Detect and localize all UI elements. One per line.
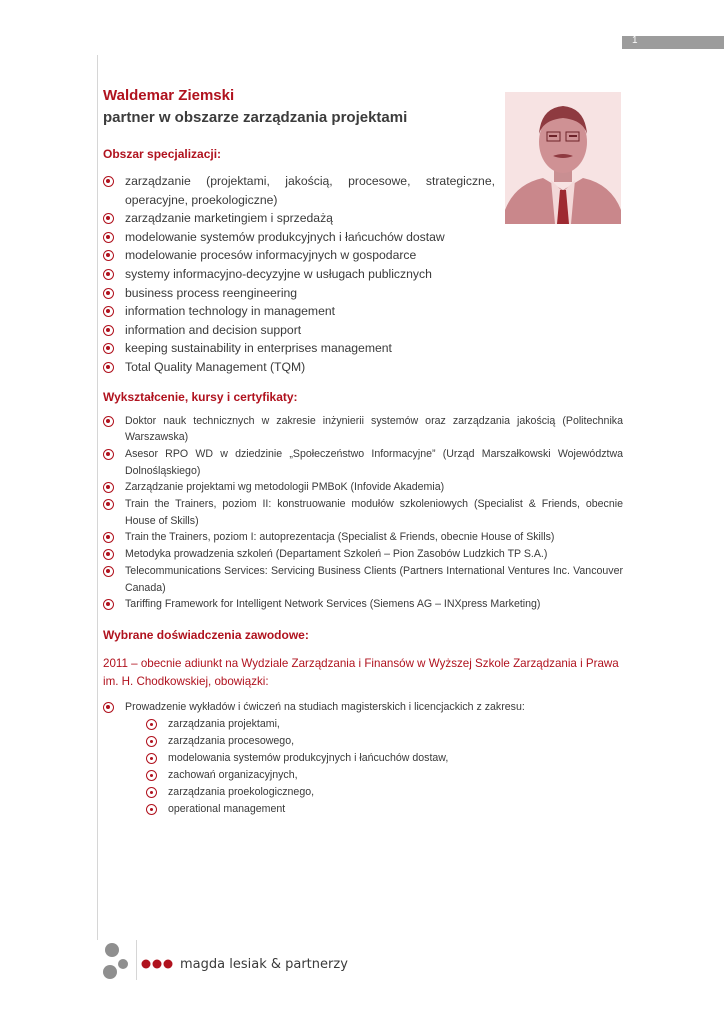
circled-dot-icon — [103, 362, 114, 373]
person-name: Waldemar Ziemski — [103, 87, 235, 104]
list-item: Total Quality Management (TQM) — [103, 358, 495, 377]
list-item: Doktor nauk technicznych w zakresie inżynierii systemów oraz zarządzania jakością (Politechnika Warszawska) — [103, 413, 623, 446]
page-number-bar — [622, 36, 724, 49]
circled-dot-icon — [103, 566, 114, 577]
duty-sublist — [125, 716, 623, 818]
circled-dot-icon — [103, 702, 114, 713]
list-item: Train the Trainers, poziom I: autoprezentacja (Specialist & Friends, obecnie House of Skills) — [103, 529, 623, 546]
list-item: keeping sustainability in enterprises management — [103, 339, 495, 358]
circled-dot-icon — [103, 599, 114, 610]
list-item: Tariffing Framework for Intelligent Network Services (Siemens AG – INXpress Marketing) — [103, 596, 623, 613]
experience-heading: Wybrane doświadczenia zawodowe: — [103, 627, 309, 642]
list-item: systemy informacyjno-decyzyjne w usługach publicznych — [103, 265, 495, 284]
circled-dot-icon — [146, 787, 157, 798]
person-role: partner w obszarze zarządzania projektami — [103, 109, 408, 126]
circled-dot-icon — [103, 288, 114, 299]
circled-dot-icon — [103, 232, 114, 243]
list-item: business process reengineering — [103, 284, 495, 303]
experience-list — [103, 699, 623, 818]
circled-dot-icon — [103, 449, 114, 460]
circled-dot-icon — [146, 804, 157, 815]
circled-dot-icon — [146, 753, 157, 764]
circled-dot-icon — [103, 269, 114, 280]
circled-dot-icon — [103, 325, 114, 336]
circled-dot-icon — [146, 770, 157, 781]
circled-dot-icon — [103, 250, 114, 261]
list-item: Train the Trainers, poziom II: konstruowanie modułów szkoleniowych (Specialist & Friends, obecnie House of Skills) — [103, 496, 623, 529]
circled-dot-icon — [103, 532, 114, 543]
list-item: modelowanie systemów produkcyjnych i łańcuchów dostaw — [103, 228, 495, 247]
circled-dot-icon — [103, 306, 114, 317]
education-heading: Wykształcenie, kursy i certyfikaty: — [103, 389, 298, 404]
sublist-item: modelowania systemów produkcyjnych i łańcuchów dostaw, — [146, 750, 623, 767]
list-item: Asesor RPO WD w dziedzinie „Społeczeństwo Informacyjne” (Urząd Marszałkowski Województwa Dolnośląskiego) — [103, 446, 623, 479]
circled-dot-icon — [103, 176, 114, 187]
company-name: magda lesiak & partnerzy — [180, 957, 348, 972]
list-item: Prowadzenie wykładów i ćwiczeń na studiach magisterskich i licencjackich z zakresu: zarządzania projektami, zarządzania procesowego, modelowania systemów produkcyjnych i łańcuchów dostaw, zachowań organizacyjnych, zarządzania proekologicznego, operational management — [103, 699, 623, 818]
circled-dot-icon — [103, 549, 114, 560]
circled-dot-icon — [103, 416, 114, 427]
list-item: zarządzanie marketingiem i sprzedażą — [103, 209, 495, 228]
sublist-item: zarządzania projektami, — [146, 716, 623, 733]
circled-dot-icon — [103, 213, 114, 224]
sublist-item: zarządzania procesowego, — [146, 733, 623, 750]
list-item: information technology in management — [103, 302, 495, 321]
circled-dot-icon — [103, 499, 114, 510]
list-item: zarządzanie (projektami, jakością, procesowe, strategiczne, operacyjne, proekologiczne) — [103, 172, 495, 209]
page-number: 1 — [632, 35, 638, 46]
left-margin-rule — [97, 55, 98, 940]
sublist-item: operational management — [146, 801, 623, 818]
list-item: modelowanie procesów informacyjnych w gospodarce — [103, 246, 495, 265]
education-list — [103, 413, 623, 613]
cv-content — [103, 86, 623, 818]
circled-dot-icon — [146, 736, 157, 747]
experience-position: 2011 – obecnie adiunkt na Wydziale Zarządzania i Finansów w Wyższej Szkole Zarządzania i Prawa im. H. Chodkowskiej, obowiązki: — [103, 656, 619, 688]
specialization-list — [103, 172, 495, 377]
list-item: Zarządzanie projektami wg metodologii PMBoK (Infovide Akademia) — [103, 479, 623, 496]
sublist-item: zarządzania proekologicznego, — [146, 784, 623, 801]
circled-dot-icon — [103, 482, 114, 493]
circled-dot-icon — [103, 343, 114, 354]
list-item: Metodyka prowadzenia szkoleń (Departament Szkoleń – Pion Zasobów Ludzkich TP S.A.) — [103, 546, 623, 563]
specialization-heading: Obszar specjalizacji: — [103, 147, 222, 161]
sublist-item: zachowań organizacyjnych, — [146, 767, 623, 784]
company-logo — [100, 942, 180, 987]
circled-dot-icon — [146, 719, 157, 730]
list-item: information and decision support — [103, 321, 495, 340]
list-item: Telecommunications Services: Servicing Business Clients (Partners International Ventures Inc. Vancouver Canada) — [103, 563, 623, 596]
